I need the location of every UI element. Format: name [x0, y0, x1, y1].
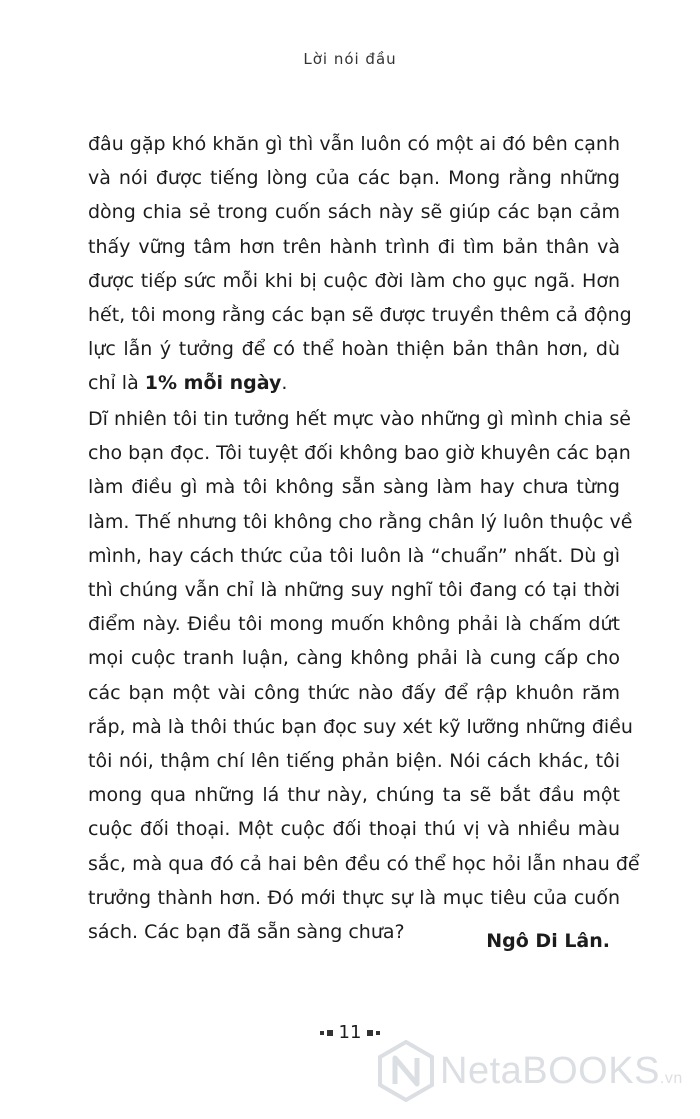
text-line: thì chúng vẫn chỉ là những suy nghĩ tôi đang có tại thời [88, 579, 620, 602]
text-line: các bạn một vài công thức nào đấy để rập khuôn răm [88, 681, 620, 704]
watermark-brand [440, 1050, 683, 1093]
text-line: lực lẫn ý tưởng để có thể hoàn thiện bản thân hơn, dù [88, 338, 620, 361]
text-line: làm điều gì mà tôi không sẵn sàng làm hay chưa từng [88, 476, 620, 499]
text-run: chỉ là [88, 372, 145, 395]
text-line: đâu gặp khó khăn gì thì vẫn luôn có một ai đó bên cạnh [88, 133, 620, 155]
text-line: mình, hay cách thức của tôi luôn là “chuẩn” nhất. Dù gì [88, 544, 620, 567]
text-line-last [88, 366, 620, 400]
running-header: Lời nói đầu [303, 50, 397, 68]
text-line: cho bạn đọc. Tôi tuyệt đối không bao giờ khuyên các bạn [88, 442, 631, 465]
ornament-dots-left [320, 1030, 333, 1036]
text-line: rắp, mà là thôi thúc bạn đọc suy xét kỹ lưỡng những điều [88, 715, 633, 738]
watermark [378, 1026, 698, 1116]
ornament-dot [320, 1031, 324, 1035]
watermark-brand-name: NetaBOOKS [440, 1049, 660, 1092]
text-line: điểm này. Điều tôi mong muốn không phải là chấm dứt [88, 613, 620, 636]
text-line: mọi cuộc tranh luận, càng không phải là cung cấp cho [88, 647, 620, 670]
watermark-domain-suffix: .vn [659, 1069, 683, 1087]
text-line: Dĩ nhiên tôi tin tưởng hết mực vào những gì mình chia sẻ [88, 408, 631, 430]
text-line: mong qua những lá thư này, chúng ta sẽ bắt đầu một [88, 784, 620, 807]
text-line: tôi nói, thậm chí lên tiếng phản biện. Nói cách khác, tôi [88, 750, 620, 773]
page-number: 11 [338, 1022, 362, 1043]
paragraph-2 [88, 402, 640, 949]
text-run: . [281, 372, 288, 395]
text-line: trưởng thành hơn. Đó mới thực sự là mục tiêu của cuốn [88, 886, 620, 909]
netabooks-logo-icon [378, 1040, 434, 1102]
text-line: dòng chia sẻ trong cuốn sách này sẽ giúp các bạn cảm [88, 201, 620, 224]
text-line-last: sách. Các bạn đã sẵn sàng chưa? [88, 921, 405, 944]
text-line: hết, tôi mong rằng các bạn sẽ được truyền thêm cả động [88, 304, 632, 327]
ornament-dot [367, 1030, 373, 1036]
text-line: cuộc đối thoại. Một cuộc đối thoại thú vị và nhiều màu [88, 818, 620, 841]
text-line: làm. Thế nhưng tôi không cho rằng chân lý luôn thuộc về [88, 510, 633, 533]
bold-emphasis: 1% mỗi ngày [144, 372, 282, 395]
text-line: và nói được tiếng lòng của các bạn. Mong rằng những [88, 167, 620, 190]
author-signature: Ngô Di Lân. [486, 930, 610, 952]
paragraph-1 [88, 127, 632, 401]
text-line: thấy vững tâm hơn trên hành trình đi tìm bản thân và [88, 235, 620, 258]
text-line: sắc, mà qua đó cả hai bên đều có thể học hỏi lẫn nhau để [88, 852, 640, 875]
text-line: được tiếp sức mỗi khi bị cuộc đời làm cho gục ngã. Hơn [88, 269, 620, 292]
ornament-dot [327, 1030, 333, 1036]
